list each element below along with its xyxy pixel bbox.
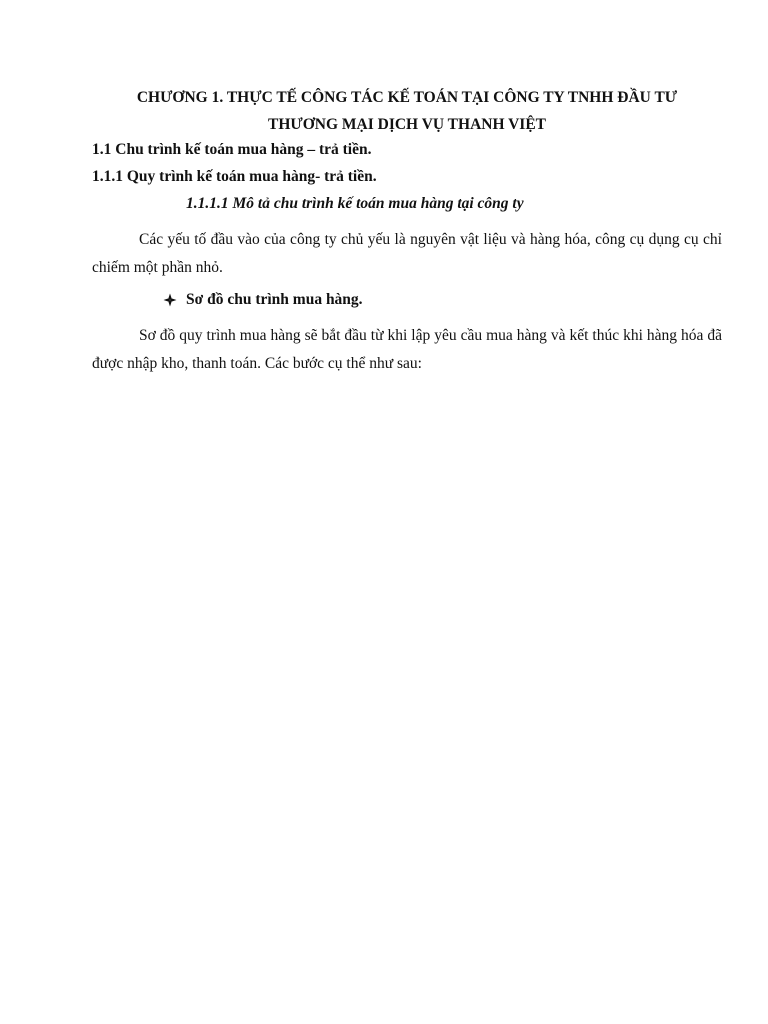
section-heading-1-1-1: 1.1.1 Quy trình kế toán mua hàng- trả tiền.: [92, 168, 377, 185]
bullet-heading-row: [163, 289, 363, 311]
diamond-bullet-icon: [163, 293, 177, 307]
section-heading-1-1-1-1: 1.1.1.1 Mô tả chu trình kế toán mua hàng tại công ty: [186, 195, 524, 212]
chapter-title: [92, 84, 722, 138]
chapter-title-line-1: CHƯƠNG 1. THỰC TẾ CÔNG TÁC KẾ TOÁN TẠI CÔNG TY TNHH ĐẦU TƯ: [136, 89, 678, 106]
paragraph-process: Sơ đồ quy trình mua hàng sẽ bắt đầu từ khi lập yêu cầu mua hàng và kết thúc khi hàng hóa đã được nhập kho, thanh toán. Các bước cụ thể như sau:: [92, 327, 722, 372]
paragraph-inputs: Các yếu tố đầu vào của công ty chủ yếu là nguyên vật liệu và hàng hóa, công cụ dụng cụ chỉ chiếm một phần nhỏ.: [92, 231, 722, 276]
chapter-title-line-2: THƯƠNG MẠI DỊCH VỤ THANH VIỆT: [267, 116, 547, 133]
section-heading-1-1: 1.1 Chu trình kế toán mua hàng – trả tiền.: [92, 141, 372, 158]
bullet-heading-text: Sơ đồ chu trình mua hàng.: [186, 291, 363, 308]
